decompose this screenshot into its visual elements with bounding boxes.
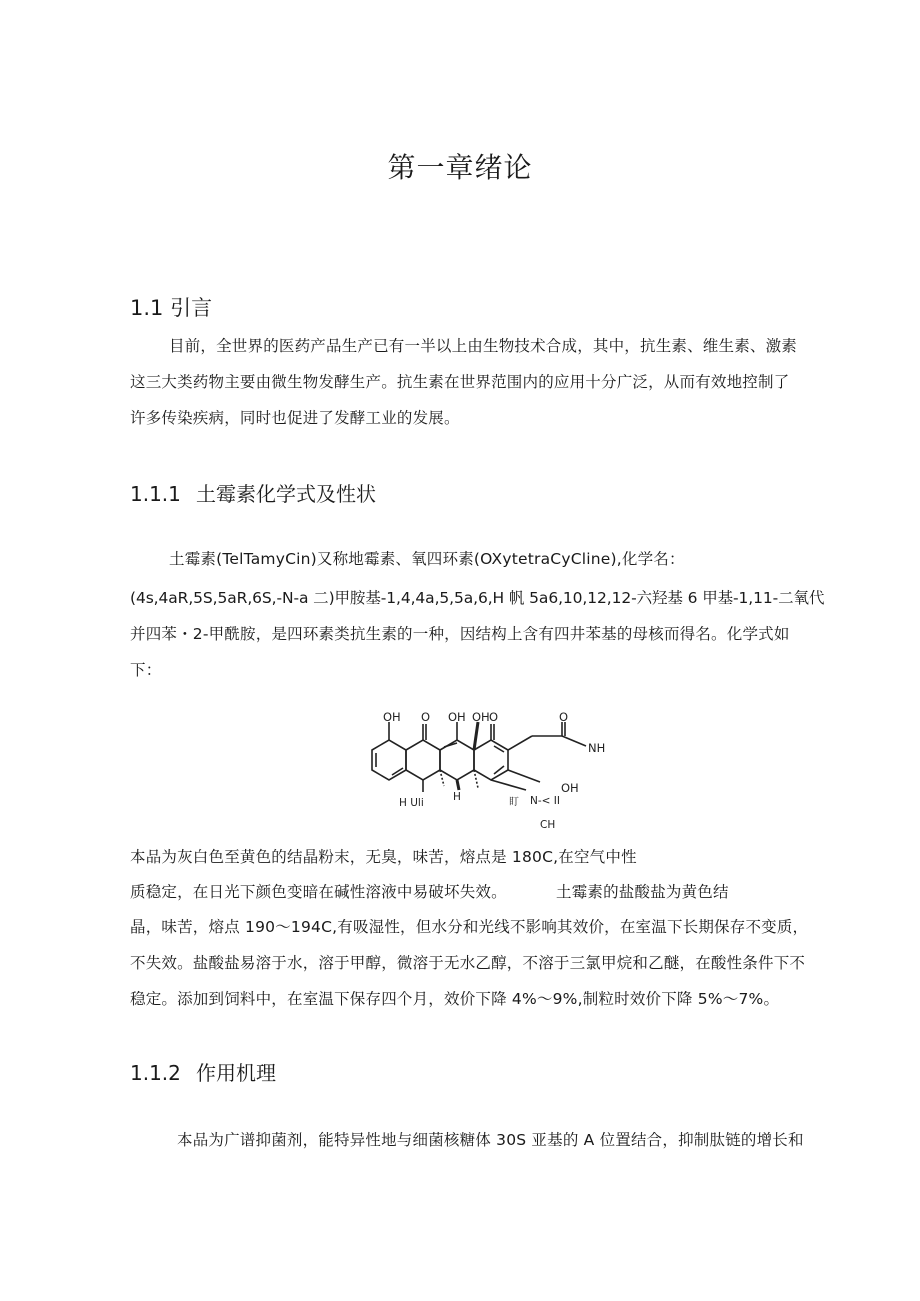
paragraph-line: 晶，味苦，熔点 190～194C,有吸湿性，但水分和光线不影响其效价，在室温下长期保存不变质， xyxy=(130,918,809,936)
structure-label: H xyxy=(453,791,461,803)
paragraph-line: 本品为广谱抑菌剂，能特异性地与细菌核糖体 30S 亚基的 A 位置结合，抑制肽链的增长和 xyxy=(177,1131,804,1149)
section-heading-1-1-2 xyxy=(130,1057,276,1086)
structure-label: O xyxy=(421,710,431,724)
paragraph-line: 这三大类药物主要由微生物发酵生产。抗生素在世界范围内的应用十分广泛，从而有效地控制了 xyxy=(130,373,790,391)
paragraph-line: 下： xyxy=(130,661,162,679)
paragraph-line: 土霉素(TelTamyCin)又称地霉素、氧四环素(OXytetraCyCline),化学名： xyxy=(169,550,685,568)
structure-label: O xyxy=(489,710,499,724)
structure-label: NH xyxy=(588,741,606,755)
paragraph-line: 不失效。盐酸盐易溶于水，溶于甲醇，微溶于无水乙醇，不溶于三氯甲烷和乙醚，在酸性条件下不 xyxy=(130,954,806,972)
paragraph-line: (4s,4aR,5S,5aR,6S,-N-a 二)甲胺基-1,4,4a,5,5a,6,H 帆 5a6,10,12,12-六羟基 6 甲基-1,11-二氧代 xyxy=(130,589,825,607)
section-title: 土霉素化学式及性状 xyxy=(196,482,376,506)
paragraph-line: 本品为灰白色至黄色的结晶粉末，无臭，味苦，熔点是 180C,在空气中性 xyxy=(130,848,637,866)
section-number: 1.1.2 xyxy=(130,1061,181,1085)
paragraph-line: 稳定。添加到饲料中，在室温下保存四个月，效价下降 4%～9%,制粒时效价下降 5%～7%。 xyxy=(130,990,780,1008)
structure-label: OH xyxy=(448,710,466,724)
ring-a xyxy=(372,740,406,780)
structure-label: CH xyxy=(540,819,556,831)
paragraph-line: 并四苯・2-甲酰胺，是四环素类抗生素的一种，因结构上含有四井苯基的母核而得名。化学式如 xyxy=(130,625,790,643)
oxytetracycline-structure-figure xyxy=(362,706,622,836)
paragraph-line: 目前，全世界的医药产品生产已有一半以上由生物技术合成，其中，抗生素、维生素、激素 xyxy=(169,337,798,355)
chapter-title: 第一章绪论 xyxy=(387,151,533,184)
section-heading-1-1-1 xyxy=(130,478,376,507)
structure-label: OH xyxy=(472,710,490,724)
structure-label: 盯 xyxy=(509,797,519,808)
section-title: 作用机理 xyxy=(196,1061,276,1085)
ring-d xyxy=(474,740,508,780)
structure-label: OH xyxy=(561,781,579,795)
structure-label: H Uli xyxy=(399,797,424,809)
structure-label: N-< II xyxy=(530,795,560,807)
structure-label: O xyxy=(559,710,569,724)
paragraph-line: 许多传染疾病，同时也促进了发酵工业的发展。 xyxy=(130,409,460,427)
section-number: 1.1.1 xyxy=(130,482,181,506)
paragraph-line: 质稳定，在日光下颜色变暗在碱性溶液中易破坏失效。 xyxy=(130,883,507,901)
ring-b xyxy=(406,740,440,780)
section-heading-1-1: 1.1 引言 xyxy=(130,296,213,320)
structure-label: OH xyxy=(383,710,401,724)
paragraph-line: 土霉素的盐酸盐为黄色结 xyxy=(556,883,729,901)
